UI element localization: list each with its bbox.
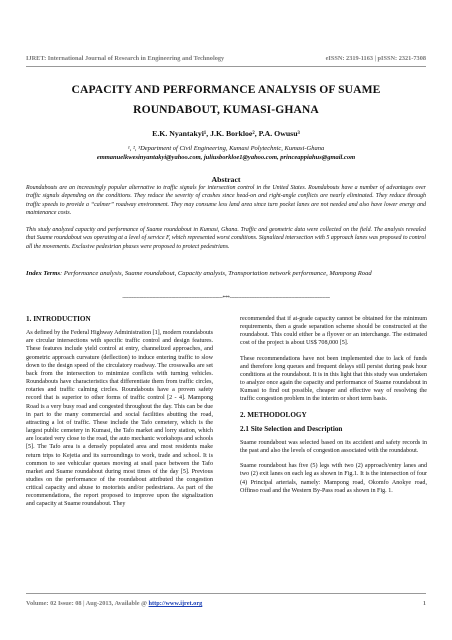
right-paragraph-3: Suame roundabout was selected based on its accident and safety records in the past and also the levels of congestion associated with the roundabout. [240,439,427,455]
author-emails: emmanuelkwesinyantakyi@yahoo.com, juliusborkloe1@yahoo.com, princeappiahus@gmail.com [96,154,356,161]
introduction-paragraph: As defined by the Federal Highway Administration [1], modern roundabouts are circular intersections with specific traffic control and design features. These features include yield control at entry, channelized approaches, and geometric approach curvature (deflection) to induce entering traffic to slow down to the design speed of the circulatory roadway. The crosswalks are set back from the intersection to minimize conflicts with turning vehicles. Roundabouts have characteristics that differentiate them from traffic circles, rotaries and traffic calming circles. Roundabouts have a proven safety record that is superior to other forms of traffic control [2 - 4]. Mampong Road is a very busy road and congested throughout the day. This can be due in part to the many commercial and social facilities abutting the road, attracting a lot of traffic. These include the Tafo cemetery, which is the largest public cemetery in Kumasi, the Tafo market and lorry station, which are located very close to the road, the auto mechanic workshops and schools [5]. The Tafo area is a densely populated area and most residents make return trips to Kejetia and its surroundings to work, trade and school. It is common to see vehicular queues moving at snail pace between the Tafo market and Suame roundabout during most times of the day [5]. Previous studies on the performance of the roundabout attributed the congestion critical capacity and abuse to motorists and/or pedestrians. As part of the recommendations, the report proposed to improve upon the signalization and capacity at Suame roundabout. They [26,330,213,508]
right-paragraph-2: These recommendations have not been implemented due to lack of funds and therefore long queues and frequent delays still persist during peak hour conditions at the roundabout. It is in this light that this study was undertaken to analyze once again the capacity and performance of Suame roundabout in Kumasi to find out possible, cheaper and effective way of resolving the traffic congestion problem in the interim or short term basis. [240,355,427,403]
header-rule [26,66,426,67]
footer-volume-text: Volume: 02 Issue: 08 | Aug-2013, Available @ [26,600,147,607]
index-terms-text: : Performance analysis, Suame roundabout, Capacity analysis, Transportation network performance, Mampong Road [60,270,372,277]
title-line-1: CAPACITY AND PERFORMANCE ANALYSIS OF SUAME [71,83,381,96]
abstract-paragraph-1: Roundabouts are an increasingly popular alternative to traffic signals for intersection control in the United States. Roundabouts have a number of advantages over traffic signals depending on the conditions. They reduce the severity of crashes since head-on and right-angle conflicts are nearly eliminated. They reduce through traffic speeds to provide a “calmer” roadway environment. They may consume less land area since turn pocket lanes are not needed and also have lower energy and maintenance costs. [26,185,426,216]
methodology-heading: 2. METHODOLOGY [240,410,307,419]
issn: eISSN: 2319-1163 | pISSN: 2321-7308 [325,55,426,62]
footer-rule [26,593,426,594]
running-footer [26,600,426,607]
left-column [26,315,213,516]
authors: E.K. Nyantakyi¹, J.K. Borkloe², P.A. Owusu³ [152,129,300,138]
page-number: 1 [422,600,426,607]
affiliation-block [26,144,426,162]
abstract-paragraph-2: This study analyzed capacity and performance of Suame roundabout in Kumasi, Ghana. Traffic and geometric data were collected on the field. The analysis revealed that Suame roundabout was operating at a level of service F, which represented worst conditions. Signalized intersection with 5 approach lanes was proposed to control all the movements. Exclusive pedestrian phases were proposed to protect pedestrians. [26,227,426,250]
index-terms-label: Index Terms [26,270,61,277]
footer-volume [26,600,202,607]
journal-name: IJRET: International Journal of Research in Engineering and Technology [26,55,225,62]
paper-title [26,80,426,120]
affiliation: ¹, ², ³Department of Civil Engineering, Kumasi Polytechnic, Kumasi-Ghana [127,145,325,152]
right-paragraph-4: Suame roundabout has five (5) legs with two (2) approach/entry lanes and two (2) exit lanes on each leg as shown in Fig.1. It is the intersection of four (4) Principal arterials, namely: Mampong road, Okomfo Anokye road, Offinso road and the Western By-Pass road as shown in Fig. 1. [240,463,427,494]
right-column [240,315,427,502]
site-selection-heading: 2.1 Site Selection and Description [240,424,343,433]
section-separator: ----------------------------------------------------------------------***---------------------------------------------------------------------- [122,295,330,301]
right-paragraph-1: recommended that if at-grade capacity cannot be obtained for the minimum requirements, then a grade separation scheme should be constructed at the roundabout. This could either be a flyover or an interchange. The estimated cost of the project is about US$ 708,000 [5]. [240,316,427,347]
journal-link[interactable]: http://www.ijret.org [148,600,203,607]
introduction-heading: 1. INTRODUCTION [26,315,91,323]
abstract-heading: Abstract [211,175,241,184]
index-terms [26,267,426,280]
title-line-2: ROUNDABOUT, KUMASI-GHANA [133,103,319,116]
running-header [26,55,426,62]
